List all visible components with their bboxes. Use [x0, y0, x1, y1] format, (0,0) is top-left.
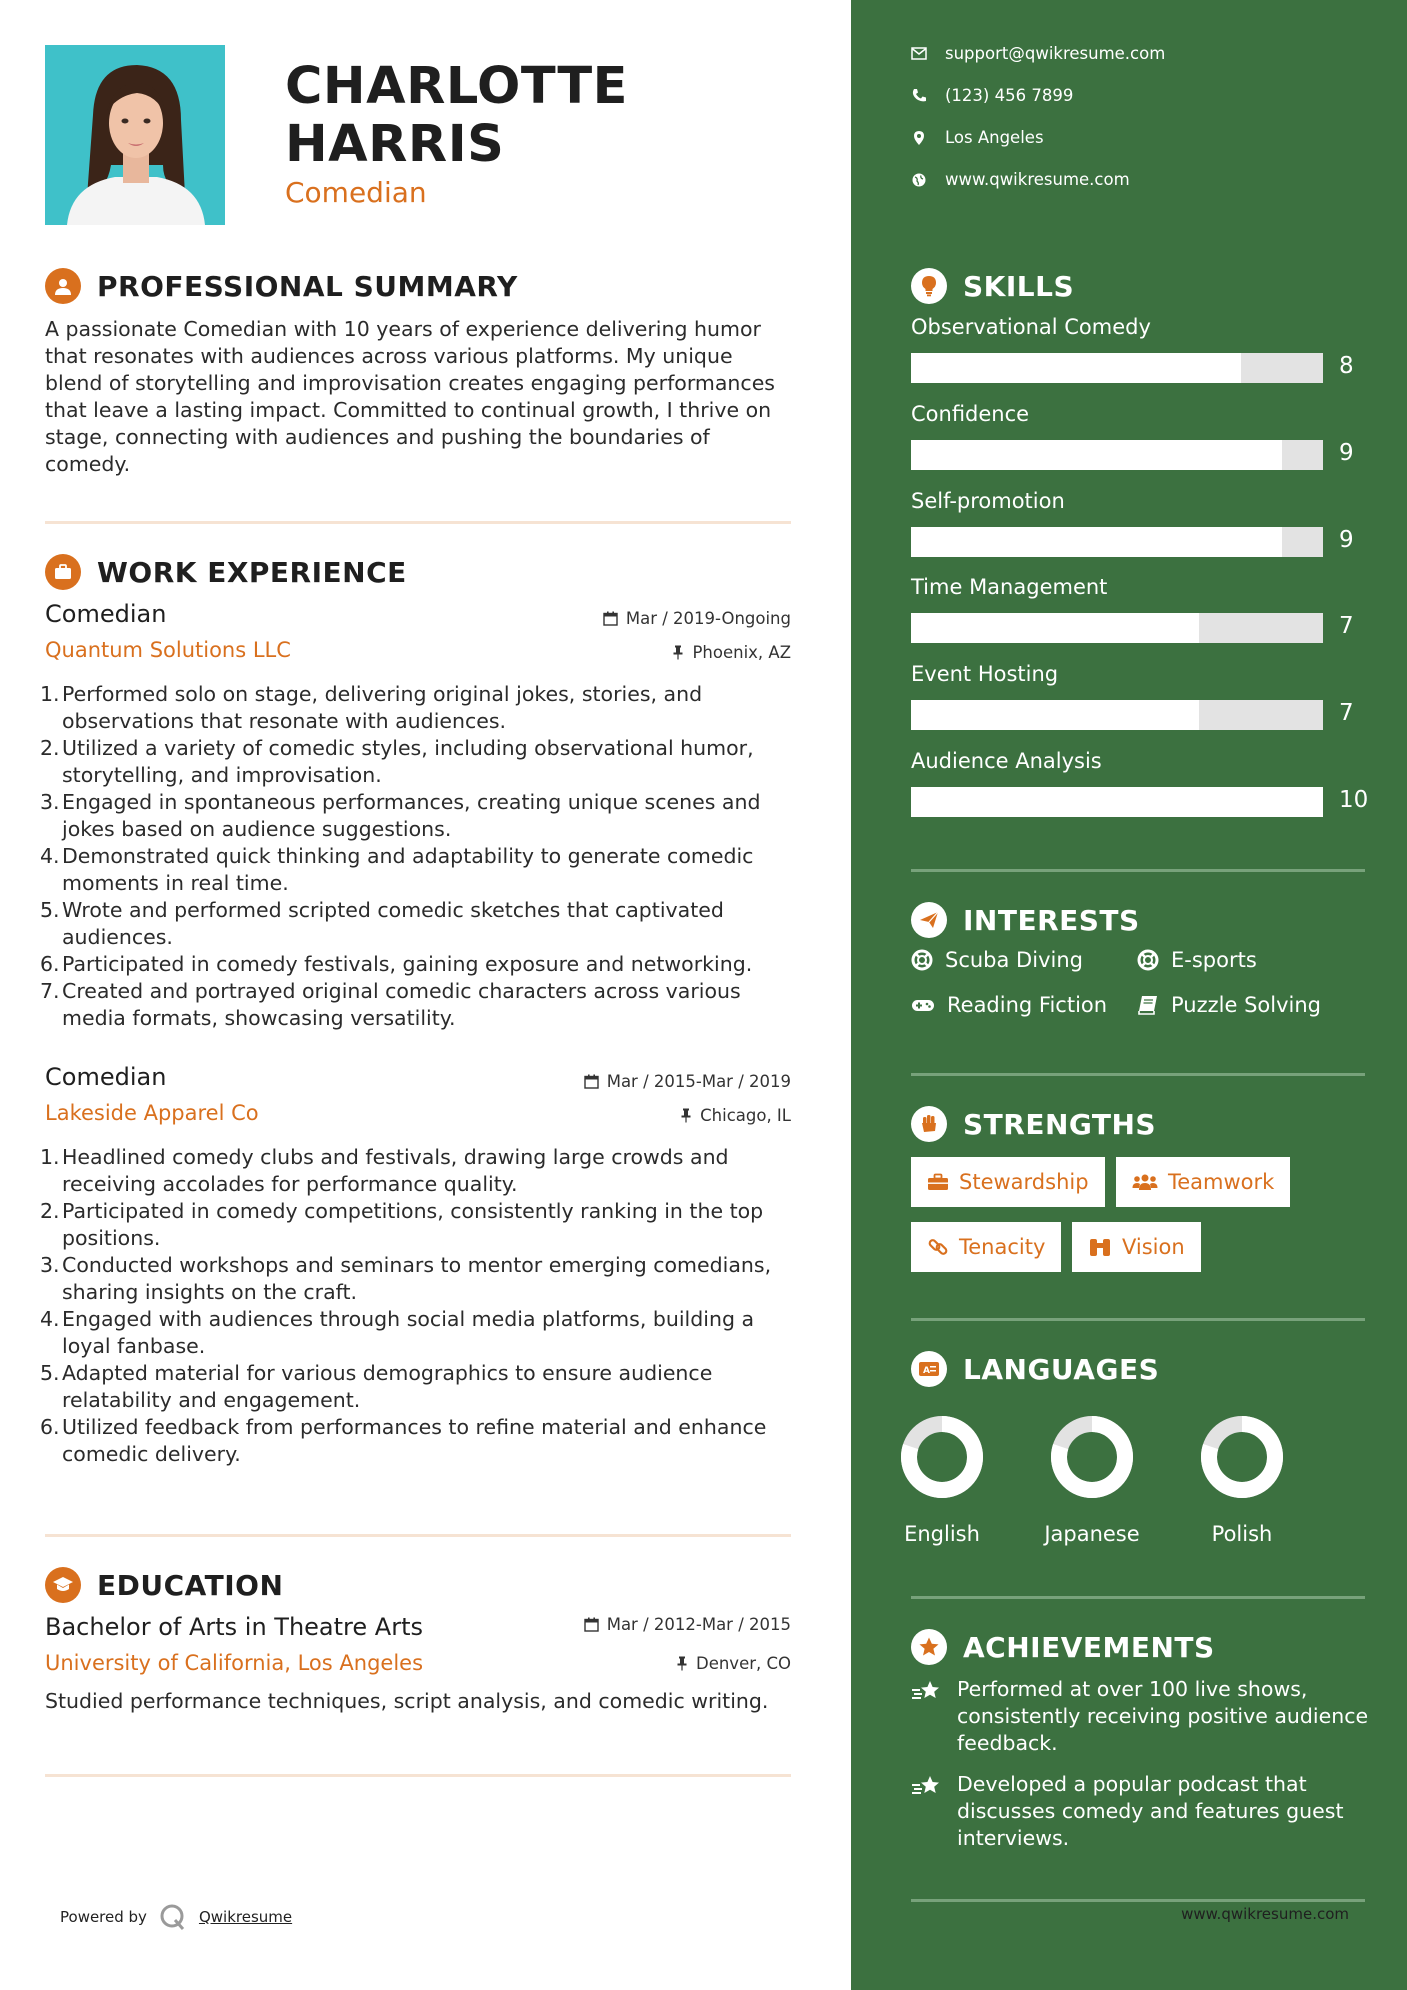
job-1-location — [672, 643, 791, 662]
strength-label: Teamwork — [1168, 1170, 1275, 1194]
shooting-star-icon — [911, 1771, 957, 1852]
calendar-icon — [584, 1074, 599, 1089]
skill-label: Self-promotion — [911, 489, 1065, 513]
job-2-location — [680, 1106, 791, 1125]
list-item — [40, 735, 800, 789]
fist-icon — [911, 1106, 947, 1142]
list-item — [40, 951, 800, 978]
school-name: University of California, Los Angeles — [45, 1651, 424, 1675]
skill-value: 7 — [1339, 613, 1354, 639]
skill-bar — [911, 613, 1323, 643]
list-text: Adapted material for various demographics to ensure audience relatability and engagement. — [62, 1361, 713, 1412]
language-donut — [887, 1412, 997, 1502]
strength-label: Stewardship — [959, 1170, 1089, 1194]
pin-icon — [680, 1108, 692, 1123]
list-text: Created and portrayed original comedic characters across various media formats, showcasing versatility. — [62, 979, 741, 1030]
list-number: 3. — [40, 1253, 60, 1277]
list-text: Utilized feedback from performances to refine material and enhance comedic delivery. — [62, 1415, 767, 1466]
pin-icon — [672, 645, 684, 660]
list-text: Participated in comedy competitions, consistently ranking in the top positions. — [62, 1199, 764, 1250]
language-label: English — [904, 1522, 980, 1546]
list-number: 5. — [40, 898, 60, 922]
contact-website[interactable] — [911, 170, 1130, 189]
list-number: 2. — [40, 1199, 60, 1223]
skill-bar — [911, 527, 1323, 557]
candidate-title: Comedian — [285, 176, 427, 209]
list-number: 6. — [40, 1415, 60, 1439]
section-divider — [911, 1073, 1365, 1076]
achievements-heading — [911, 1629, 1215, 1665]
skill-value: 7 — [1339, 700, 1354, 726]
list-item — [40, 1144, 800, 1198]
skill-label: Observational Comedy — [911, 315, 1151, 339]
skill-bar-fill — [911, 527, 1282, 557]
list-item — [40, 1306, 800, 1360]
skill-bar-fill — [911, 353, 1241, 383]
skill-bar-fill — [911, 787, 1323, 817]
list-item — [40, 1414, 800, 1468]
languages-title: LANGUAGES — [963, 1352, 1160, 1386]
briefcase-icon — [45, 554, 81, 590]
interest-item — [1137, 948, 1257, 972]
list-number: 4. — [40, 1307, 60, 1331]
list-item — [40, 843, 800, 897]
skill-bar — [911, 353, 1323, 383]
language-icon — [911, 1351, 947, 1387]
lifebuoy-icon — [1137, 949, 1159, 971]
section-divider — [911, 1899, 1365, 1902]
portrait-illustration — [45, 45, 225, 225]
map-marker-icon — [911, 130, 927, 146]
contact-location-text: Los Angeles — [945, 128, 1044, 147]
list-item — [40, 1198, 800, 1252]
experience-title: WORK EXPERIENCE — [97, 555, 407, 589]
job-1-duties — [40, 681, 800, 1032]
job-2-dates-text: Mar / 2015-Mar / 2019 — [606, 1072, 791, 1091]
skill-label: Time Management — [911, 575, 1108, 599]
list-text: Engaged with audiences through social media platforms, building a loyal fanbase. — [62, 1307, 755, 1358]
section-divider — [911, 869, 1365, 872]
language-donut — [1037, 1412, 1147, 1502]
language-item — [1187, 1412, 1297, 1546]
list-item — [40, 681, 800, 735]
users-icon — [1132, 1173, 1158, 1191]
powered-by-label: Powered by — [60, 1908, 147, 1926]
graduation-cap-icon — [45, 1567, 81, 1603]
strength-chip — [1072, 1222, 1201, 1272]
last-name: HARRIS — [285, 115, 505, 174]
strengths-heading — [911, 1106, 1156, 1142]
interest-label: Scuba Diving — [945, 948, 1083, 972]
list-item — [40, 789, 800, 843]
skill-bar — [911, 440, 1323, 470]
job-2-company: Lakeside Apparel Co — [45, 1101, 259, 1125]
first-name: CHARLOTTE — [285, 57, 628, 116]
list-text: Engaged in spontaneous performances, creating unique scenes and jokes based on audience suggestions. — [62, 790, 761, 841]
skill-bar — [911, 787, 1323, 817]
contact-email[interactable] — [911, 44, 1165, 63]
summary-title: PROFESSIONAL SUMMARY — [97, 269, 518, 303]
skill-value: 8 — [1339, 353, 1354, 379]
calendar-icon — [584, 1617, 599, 1632]
strength-chip — [1116, 1157, 1290, 1207]
education-title: EDUCATION — [97, 1568, 284, 1602]
gamepad-icon — [911, 997, 935, 1013]
achievement-item — [911, 1676, 1371, 1757]
list-text: Performed solo on stage, delivering original jokes, stories, and observations that resonate with audiences. — [62, 682, 703, 733]
education-dates-text: Mar / 2012-Mar / 2015 — [606, 1615, 791, 1634]
skill-label: Audience Analysis — [911, 749, 1102, 773]
achievement-item — [911, 1771, 1371, 1852]
lightbulb-icon — [911, 268, 947, 304]
education-location — [676, 1654, 791, 1673]
list-text: Wrote and performed scripted comedic sketches that captivated audiences. — [62, 898, 724, 949]
list-number: 2. — [40, 736, 60, 760]
language-item — [887, 1412, 997, 1546]
contact-website-text: www.qwikresume.com — [945, 170, 1130, 189]
list-number: 6. — [40, 952, 60, 976]
section-divider — [911, 1596, 1365, 1599]
summary-heading — [45, 268, 518, 304]
experience-heading — [45, 554, 407, 590]
interest-item — [1137, 993, 1321, 1017]
list-item — [40, 1252, 800, 1306]
education-location-text: Denver, CO — [695, 1654, 791, 1673]
strength-label: Vision — [1122, 1235, 1185, 1259]
education-heading — [45, 1567, 283, 1603]
list-number: 1. — [40, 682, 60, 706]
sidebar — [851, 0, 1407, 1990]
language-donut — [1187, 1412, 1297, 1502]
list-number: 4. — [40, 844, 60, 868]
education-dates — [584, 1615, 791, 1634]
envelope-icon — [911, 47, 927, 60]
section-divider — [911, 1318, 1365, 1321]
skill-bar-fill — [911, 700, 1199, 730]
skill-label: Confidence — [911, 402, 1030, 426]
strength-chip — [911, 1222, 1061, 1272]
powered-by — [60, 1903, 292, 1931]
profile-photo — [45, 45, 225, 225]
summary-text: A passionate Comedian with 10 years of experience delivering humor that resonates with audiences across various platforms. My unique blend of storytelling and improvisation creates engaging performances that leave a lasting impact. Committed to continual growth, I thrive on stage, connecting with audiences and pushing the boundaries of comedy. — [45, 317, 775, 476]
skill-label: Event Hosting — [911, 662, 1059, 686]
strengths-title: STRENGTHS — [963, 1107, 1157, 1141]
achievement-text: Developed a popular podcast that discusses comedy and features guest interviews. — [957, 1772, 1344, 1850]
contact-location — [911, 128, 1044, 147]
binoculars-icon — [1088, 1237, 1112, 1257]
skill-bar-fill — [911, 440, 1282, 470]
job-1-company: Quantum Solutions LLC — [45, 638, 291, 662]
strength-label: Tenacity — [959, 1235, 1046, 1259]
section-divider — [45, 521, 791, 524]
skills-heading — [911, 268, 1074, 304]
achievement-text: Performed at over 100 live shows, consistently receiving positive audience feedback. — [957, 1677, 1369, 1755]
section-divider — [45, 1774, 791, 1777]
star-badge-icon — [911, 1629, 947, 1665]
list-item — [40, 1360, 800, 1414]
powered-by-brand-link[interactable]: Qwikresume — [198, 1908, 293, 1926]
job-1-title: Comedian — [45, 600, 167, 628]
skill-value: 10 — [1339, 787, 1369, 813]
candidate-name — [285, 58, 628, 174]
job-2-location-text: Chicago, IL — [700, 1106, 791, 1125]
degree-title: Bachelor of Arts in Theatre Arts — [45, 1613, 423, 1641]
interest-label: Puzzle Solving — [1171, 993, 1321, 1017]
list-text: Utilized a variety of comedic styles, including observational humor, storytelling, and improvisation. — [62, 736, 754, 787]
skill-bar-fill — [911, 613, 1199, 643]
contact-phone-text: (123) 456 7899 — [945, 86, 1074, 105]
interest-item — [911, 948, 1083, 972]
education-description: Studied performance techniques, script analysis, and comedic writing. — [45, 1689, 769, 1713]
skill-value: 9 — [1339, 440, 1354, 466]
interest-label: Reading Fiction — [947, 993, 1108, 1017]
list-text: Demonstrated quick thinking and adaptability to generate comedic moments in real time. — [62, 844, 754, 895]
lifebuoy-icon — [911, 949, 933, 971]
list-number: 1. — [40, 1145, 60, 1169]
link-icon — [927, 1236, 949, 1258]
section-divider — [45, 1534, 791, 1537]
language-item — [1037, 1412, 1147, 1546]
user-icon — [45, 268, 81, 304]
job-2-dates — [584, 1072, 791, 1091]
list-text: Participated in comedy festivals, gaining exposure and networking. — [62, 952, 753, 976]
job-2-duties — [40, 1144, 800, 1468]
contact-email-text: support@qwikresume.com — [945, 44, 1166, 63]
job-2-title: Comedian — [45, 1063, 167, 1091]
job-1-location-text: Phoenix, AZ — [692, 643, 791, 662]
list-number: 3. — [40, 790, 60, 814]
book-icon — [1137, 995, 1159, 1015]
contact-phone[interactable] — [911, 86, 1073, 105]
interest-label: E-sports — [1171, 948, 1257, 972]
calendar-icon — [603, 611, 618, 626]
shooting-star-icon — [911, 1676, 957, 1757]
interests-heading — [911, 902, 1140, 938]
strength-chip — [911, 1157, 1105, 1207]
phone-icon — [911, 88, 927, 103]
qwikresume-logo-icon — [159, 1903, 187, 1931]
skills-title: SKILLS — [963, 269, 1075, 303]
globe-icon — [911, 172, 927, 188]
pin-icon — [676, 1656, 688, 1671]
interest-item — [911, 993, 1107, 1017]
footer-website[interactable]: www.qwikresume.com — [1181, 1905, 1349, 1923]
skill-bar — [911, 700, 1323, 730]
list-item — [40, 978, 800, 1032]
job-1-dates — [603, 609, 791, 628]
svg-text:A: A — [923, 1366, 930, 1376]
briefcase-icon — [927, 1173, 949, 1191]
job-1-dates-text: Mar / 2019-Ongoing — [625, 609, 791, 628]
interests-title: INTERESTS — [963, 903, 1140, 937]
skill-value: 9 — [1339, 527, 1354, 553]
language-label: Japanese — [1044, 1522, 1140, 1546]
list-number: 7. — [40, 979, 60, 1003]
list-number: 5. — [40, 1361, 60, 1385]
list-text: Headlined comedy clubs and festivals, drawing large crowds and receiving accolades for performance quality. — [62, 1145, 729, 1196]
paper-plane-icon — [911, 902, 947, 938]
list-text: Conducted workshops and seminars to mentor emerging comedians, sharing insights on the craft. — [62, 1253, 772, 1304]
languages-heading — [911, 1351, 1159, 1387]
list-item — [40, 897, 800, 951]
achievements-title: ACHIEVEMENTS — [963, 1630, 1215, 1664]
language-label: Polish — [1211, 1522, 1273, 1546]
